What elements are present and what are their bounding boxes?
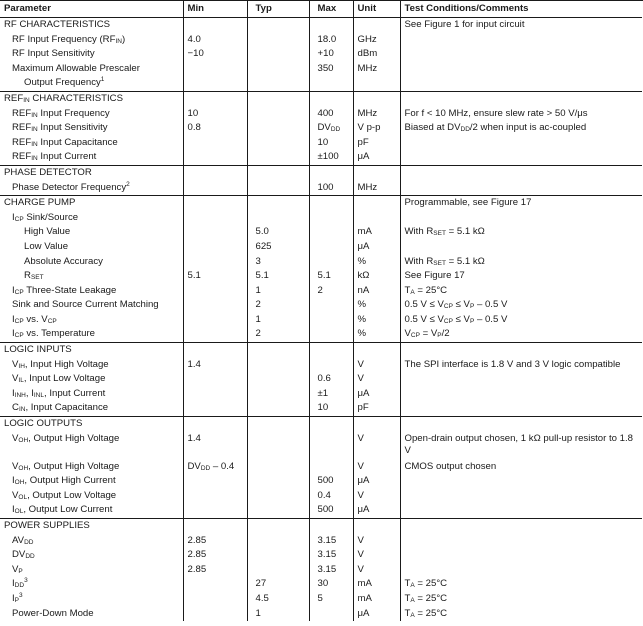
cell-min xyxy=(183,240,247,255)
cell-min xyxy=(183,62,247,77)
cell-param: POWER SUPPLIES xyxy=(0,519,183,534)
cell-param: RF Input Frequency $(RF_{IN})$ xyxy=(12,33,126,45)
cell-max: 18.0 xyxy=(309,33,353,48)
cell-param: $V_{IH}$, Input High Voltage xyxy=(12,358,109,370)
cell-param: $REF_{IN}$ Input Capacitance xyxy=(12,136,118,148)
header-conditions: Test Conditions/Comments xyxy=(400,1,642,18)
cell-min xyxy=(183,91,247,106)
cell-typ xyxy=(247,76,309,91)
cell-conditions: Biased at $DV_{DD}/2$ when input is ac-coupled xyxy=(400,121,642,136)
table-row xyxy=(0,432,642,460)
table-row xyxy=(0,269,642,284)
cell-unit: V xyxy=(353,372,400,387)
cell-typ xyxy=(247,47,309,62)
cell-param: $I_{CP}$ vs. $V_{CP}$ xyxy=(12,313,57,325)
cell-max: 350 xyxy=(309,62,353,77)
cell-unit: MHz xyxy=(353,62,400,77)
cell-max: 10 xyxy=(309,401,353,416)
cell-typ xyxy=(247,181,309,196)
cell-unit: μA xyxy=(353,150,400,165)
cell-param: Absolute Accuracy xyxy=(24,255,103,267)
cell-unit: nA xyxy=(353,284,400,299)
cell-typ xyxy=(247,136,309,151)
cell-unit: V xyxy=(353,460,400,475)
cell-typ: 1 xyxy=(247,284,309,299)
cell-conditions: 0.5 $V \le V_{CP} \le V_P - 0.5$ V xyxy=(400,313,642,328)
cell-unit: pF xyxy=(353,136,400,151)
cell-min xyxy=(183,18,247,33)
cell-max: ±1 xyxy=(309,387,353,402)
cell-param: Low Value xyxy=(24,240,69,252)
cell-max xyxy=(309,211,353,226)
cell-unit: dBm xyxy=(353,47,400,62)
cell-typ: 27 xyxy=(247,577,309,592)
table-row xyxy=(0,181,642,196)
cell-conditions xyxy=(400,240,642,255)
cell-typ xyxy=(247,62,309,77)
cell-param: Phase Detector Frequency$^2$ xyxy=(12,180,130,193)
cell-max: +10 xyxy=(309,47,353,62)
table-row xyxy=(0,372,642,387)
cell-conditions xyxy=(400,343,642,358)
cell-typ: 2 xyxy=(247,298,309,313)
cell-min: 4.0 xyxy=(183,33,247,48)
cell-typ xyxy=(247,387,309,402)
cell-max: 500 xyxy=(309,503,353,518)
cell-unit: GHz xyxy=(353,33,400,48)
cell-unit: % xyxy=(353,298,400,313)
table-row xyxy=(0,401,642,416)
cell-conditions xyxy=(400,519,642,534)
cell-min xyxy=(183,284,247,299)
cell-max: 100 xyxy=(309,181,353,196)
cell-param: $C_{IN}$, Input Capacitance xyxy=(12,402,109,414)
cell-typ: 1 xyxy=(247,313,309,328)
cell-typ xyxy=(247,417,309,432)
section-row xyxy=(0,519,642,534)
cell-max: 10 xyxy=(309,136,353,151)
cell-conditions: $T_A = 25^\circ C$ xyxy=(400,284,642,299)
cell-typ xyxy=(247,343,309,358)
cell-min xyxy=(183,211,247,226)
cell-unit: μA xyxy=(353,607,400,622)
cell-param: High Value xyxy=(24,226,71,238)
cell-max xyxy=(309,165,353,180)
table-row xyxy=(0,577,642,592)
cell-conditions: See Figure 17 xyxy=(400,269,642,284)
cell-conditions xyxy=(400,372,642,387)
cell-conditions xyxy=(400,136,642,151)
cell-unit: μA xyxy=(353,387,400,402)
table-row xyxy=(0,62,642,77)
header-typ: Typ xyxy=(247,1,309,18)
cell-param: $V_{OH}$, Output High Voltage xyxy=(12,460,120,472)
cell-conditions xyxy=(400,563,642,578)
table-row xyxy=(0,225,642,240)
cell-min: −10 xyxy=(183,47,247,62)
cell-param: PHASE DETECTOR xyxy=(0,165,183,180)
table-row xyxy=(0,313,642,328)
cell-max: 5 xyxy=(309,592,353,607)
cell-min xyxy=(183,225,247,240)
cell-param: $I_{INH}$, $I_{INL}$, Input Current xyxy=(12,387,106,399)
cell-min: 2.85 xyxy=(183,548,247,563)
cell-conditions: With $R_{SET} = 5.1$ kΩ xyxy=(400,255,642,270)
cell-typ xyxy=(247,107,309,122)
cell-unit: mA xyxy=(353,225,400,240)
cell-conditions xyxy=(400,47,642,62)
cell-max xyxy=(309,417,353,432)
cell-conditions: With $R_{SET} = 5.1$ kΩ xyxy=(400,225,642,240)
table-row xyxy=(0,47,642,62)
cell-param: RF Input Sensitivity xyxy=(12,48,95,60)
cell-max xyxy=(309,225,353,240)
table-row xyxy=(0,150,642,165)
cell-param: $I_{CP}$ Sink/Source xyxy=(12,211,79,223)
cell-min: 2.85 xyxy=(183,563,247,578)
cell-unit xyxy=(353,91,400,106)
cell-param: LOGIC INPUTS xyxy=(0,343,183,358)
cell-max: 2 xyxy=(309,284,353,299)
cell-unit: V xyxy=(353,432,400,460)
cell-typ xyxy=(247,91,309,106)
cell-unit: MHz xyxy=(353,107,400,122)
cell-max xyxy=(309,432,353,460)
cell-typ xyxy=(247,121,309,136)
table-row xyxy=(0,358,642,373)
cell-max xyxy=(309,343,353,358)
table-row xyxy=(0,327,642,342)
section-row xyxy=(0,343,642,358)
section-row xyxy=(0,165,642,180)
cell-conditions: CMOS output chosen xyxy=(400,460,642,475)
cell-unit xyxy=(353,211,400,226)
cell-unit: kΩ xyxy=(353,269,400,284)
table-body xyxy=(0,18,642,622)
cell-min xyxy=(183,298,247,313)
cell-conditions: The SPI interface is 1.8 V and 3 V logic compatible xyxy=(400,358,642,373)
table-row xyxy=(0,563,642,578)
cell-param: $REF_{IN}$ Input Frequency xyxy=(12,107,110,119)
cell-param: $REF_{IN}$ Input Current xyxy=(12,151,97,163)
cell-typ xyxy=(247,474,309,489)
table-row xyxy=(0,211,642,226)
table-row xyxy=(0,298,642,313)
cell-max xyxy=(309,313,353,328)
table-row xyxy=(0,255,642,270)
table-row xyxy=(0,503,642,518)
cell-param: $AV_{DD}$ xyxy=(12,534,34,546)
cell-unit: μA xyxy=(353,474,400,489)
cell-conditions xyxy=(400,387,642,402)
cell-min xyxy=(183,327,247,342)
cell-unit: pF xyxy=(353,401,400,416)
cell-typ xyxy=(247,534,309,549)
cell-conditions xyxy=(400,91,642,106)
cell-min xyxy=(183,592,247,607)
cell-max: 400 xyxy=(309,107,353,122)
cell-max xyxy=(309,460,353,475)
cell-unit: % xyxy=(353,313,400,328)
cell-min: $DV_{DD} - 0.4$ xyxy=(183,460,247,475)
cell-min: 10 xyxy=(183,107,247,122)
table-row xyxy=(0,33,642,48)
cell-conditions: $T_A = 25^\circ C$ xyxy=(400,577,642,592)
cell-min xyxy=(183,76,247,91)
cell-max: ±100 xyxy=(309,150,353,165)
cell-min: 5.1 xyxy=(183,269,247,284)
cell-typ xyxy=(247,432,309,460)
cell-min xyxy=(183,255,247,270)
cell-typ: 5.1 xyxy=(247,269,309,284)
cell-max: 500 xyxy=(309,474,353,489)
cell-typ: 1 xyxy=(247,607,309,622)
cell-min xyxy=(183,577,247,592)
cell-unit: mA xyxy=(353,592,400,607)
cell-max: 30 xyxy=(309,577,353,592)
cell-min xyxy=(183,387,247,402)
cell-param: LOGIC OUTPUTS xyxy=(0,417,183,432)
cell-param: $V_{OH}$, Output High Voltage xyxy=(12,432,120,444)
table-row xyxy=(0,136,642,151)
cell-conditions: 0.5 $V \le V_{CP} \le V_P - 0.5$ V xyxy=(400,298,642,313)
table-row xyxy=(0,284,642,299)
table-row xyxy=(0,474,642,489)
cell-conditions xyxy=(400,401,642,416)
cell-param: $I_{CP}$ Three-State Leakage xyxy=(12,284,117,296)
cell-unit: % xyxy=(353,255,400,270)
cell-min xyxy=(183,150,247,165)
cell-max: $DV_{DD}$ xyxy=(309,121,353,136)
cell-min xyxy=(183,165,247,180)
section-row xyxy=(0,417,642,432)
cell-typ xyxy=(247,503,309,518)
cell-max: 3.15 xyxy=(309,548,353,563)
cell-typ xyxy=(247,165,309,180)
cell-min xyxy=(183,503,247,518)
cell-typ xyxy=(247,563,309,578)
cell-conditions xyxy=(400,489,642,504)
cell-min xyxy=(183,417,247,432)
table-row xyxy=(0,489,642,504)
cell-unit: V xyxy=(353,548,400,563)
cell-typ xyxy=(247,211,309,226)
cell-max: 5.1 xyxy=(309,269,353,284)
cell-typ xyxy=(247,489,309,504)
cell-min xyxy=(183,196,247,211)
cell-typ xyxy=(247,372,309,387)
table-row xyxy=(0,107,642,122)
cell-conditions: $T_A = 25^\circ C$ xyxy=(400,592,642,607)
cell-param: $V_{OL}$, Output Low Voltage xyxy=(12,489,117,501)
cell-typ: 4.5 xyxy=(247,592,309,607)
cell-conditions xyxy=(400,33,642,48)
cell-max xyxy=(309,76,353,91)
cell-unit xyxy=(353,196,400,211)
table-row xyxy=(0,387,642,402)
cell-param: $I_{CP}$ vs. Temperature xyxy=(12,328,95,340)
cell-conditions xyxy=(400,181,642,196)
cell-unit xyxy=(353,18,400,33)
cell-param: $I_{OL}$, Output Low Current xyxy=(12,504,113,516)
cell-param: $V_P$ xyxy=(12,563,23,575)
table-header-row xyxy=(0,1,642,18)
cell-min xyxy=(183,313,247,328)
cell-typ: 5.0 xyxy=(247,225,309,240)
cell-param: $R_{SET}$ xyxy=(24,270,44,282)
header-parameter: Parameter xyxy=(0,1,183,18)
cell-conditions: $T_A = 25^\circ C$ xyxy=(400,607,642,622)
cell-conditions xyxy=(400,211,642,226)
cell-max xyxy=(309,358,353,373)
cell-conditions: $V_{CP} = V_P/2$ xyxy=(400,327,642,342)
cell-min xyxy=(183,181,247,196)
cell-unit xyxy=(353,165,400,180)
cell-param: $I_{OH}$, Output High Current xyxy=(12,475,116,487)
cell-max: 3.15 xyxy=(309,534,353,549)
table-row xyxy=(0,240,642,255)
cell-conditions: See Figure 1 for input circuit xyxy=(400,18,642,33)
cell-unit: V p-p xyxy=(353,121,400,136)
cell-param: $REF_{IN}$ Input Sensitivity xyxy=(12,122,108,134)
cell-min xyxy=(183,519,247,534)
cell-conditions xyxy=(400,503,642,518)
cell-min: 0.8 xyxy=(183,121,247,136)
table-row xyxy=(0,121,642,136)
cell-max xyxy=(309,519,353,534)
cell-unit xyxy=(353,343,400,358)
table-row xyxy=(0,548,642,563)
section-row xyxy=(0,18,642,33)
cell-conditions xyxy=(400,417,642,432)
table-row xyxy=(0,534,642,549)
cell-max: 0.6 xyxy=(309,372,353,387)
cell-param: $I_P^3$ xyxy=(12,591,23,604)
cell-min: 1.4 xyxy=(183,432,247,460)
cell-conditions xyxy=(400,548,642,563)
cell-param: Maximum Allowable Prescaler xyxy=(12,62,140,74)
cell-conditions: Programmable, see Figure 17 xyxy=(400,196,642,211)
table-row xyxy=(0,76,642,91)
cell-typ: 2 xyxy=(247,327,309,342)
cell-max xyxy=(309,18,353,33)
cell-max xyxy=(309,196,353,211)
cell-conditions: For f < 10 MHz, ensure slew rate > 50 V/μs xyxy=(400,107,642,122)
cell-typ: 3 xyxy=(247,255,309,270)
cell-conditions: Open-drain output chosen, 1 kΩ pull-up resistor to 1.8 V xyxy=(400,432,642,460)
cell-typ xyxy=(247,150,309,165)
cell-param: RF CHARACTERISTICS xyxy=(0,18,183,33)
cell-unit: V xyxy=(353,358,400,373)
cell-param: Output Frequency$^1$ xyxy=(24,76,105,89)
cell-param: Power-Down Mode xyxy=(12,607,94,619)
table-row xyxy=(0,607,642,622)
cell-conditions xyxy=(400,474,642,489)
cell-unit: MHz xyxy=(353,181,400,196)
cell-unit: % xyxy=(353,327,400,342)
cell-param: $REF_{IN}$ CHARACTERISTICS xyxy=(0,91,183,106)
cell-min xyxy=(183,489,247,504)
cell-min xyxy=(183,343,247,358)
cell-min xyxy=(183,136,247,151)
cell-typ: 625 xyxy=(247,240,309,255)
cell-max xyxy=(309,298,353,313)
cell-min xyxy=(183,607,247,622)
cell-max: 3.15 xyxy=(309,563,353,578)
cell-unit xyxy=(353,417,400,432)
cell-conditions xyxy=(400,165,642,180)
cell-unit: V xyxy=(353,563,400,578)
section-row xyxy=(0,196,642,211)
cell-max xyxy=(309,255,353,270)
cell-unit: mA xyxy=(353,577,400,592)
header-unit: Unit xyxy=(353,1,400,18)
cell-typ xyxy=(247,18,309,33)
cell-conditions xyxy=(400,150,642,165)
cell-max xyxy=(309,91,353,106)
cell-unit: μA xyxy=(353,503,400,518)
cell-min: 2.85 xyxy=(183,534,247,549)
cell-unit: V xyxy=(353,534,400,549)
cell-max xyxy=(309,607,353,622)
cell-unit: V xyxy=(353,489,400,504)
cell-unit: μA xyxy=(353,240,400,255)
cell-typ xyxy=(247,548,309,563)
cell-unit xyxy=(353,519,400,534)
cell-conditions xyxy=(400,62,642,77)
section-row xyxy=(0,91,642,106)
spec-table xyxy=(0,1,642,621)
cell-typ xyxy=(247,460,309,475)
cell-max: 0.4 xyxy=(309,489,353,504)
cell-typ xyxy=(247,358,309,373)
cell-min xyxy=(183,474,247,489)
header-max: Max xyxy=(309,1,353,18)
cell-param: $V_{IL}$, Input Low Voltage xyxy=(12,373,106,385)
cell-conditions xyxy=(400,76,642,91)
cell-typ xyxy=(247,196,309,211)
cell-typ xyxy=(247,519,309,534)
table-row xyxy=(0,460,642,475)
cell-max xyxy=(309,327,353,342)
cell-min: 1.4 xyxy=(183,358,247,373)
cell-max xyxy=(309,240,353,255)
cell-unit xyxy=(353,76,400,91)
cell-param: $DV_{DD}$ xyxy=(12,549,35,561)
cell-min xyxy=(183,372,247,387)
cell-min xyxy=(183,401,247,416)
header-min: Min xyxy=(183,1,247,18)
cell-param: $I_{DD}^3$ xyxy=(12,577,28,590)
cell-typ xyxy=(247,33,309,48)
cell-conditions xyxy=(400,534,642,549)
cell-param: Sink and Source Current Matching xyxy=(12,299,159,311)
cell-typ xyxy=(247,401,309,416)
table-row xyxy=(0,592,642,607)
cell-param: CHARGE PUMP xyxy=(0,196,183,211)
